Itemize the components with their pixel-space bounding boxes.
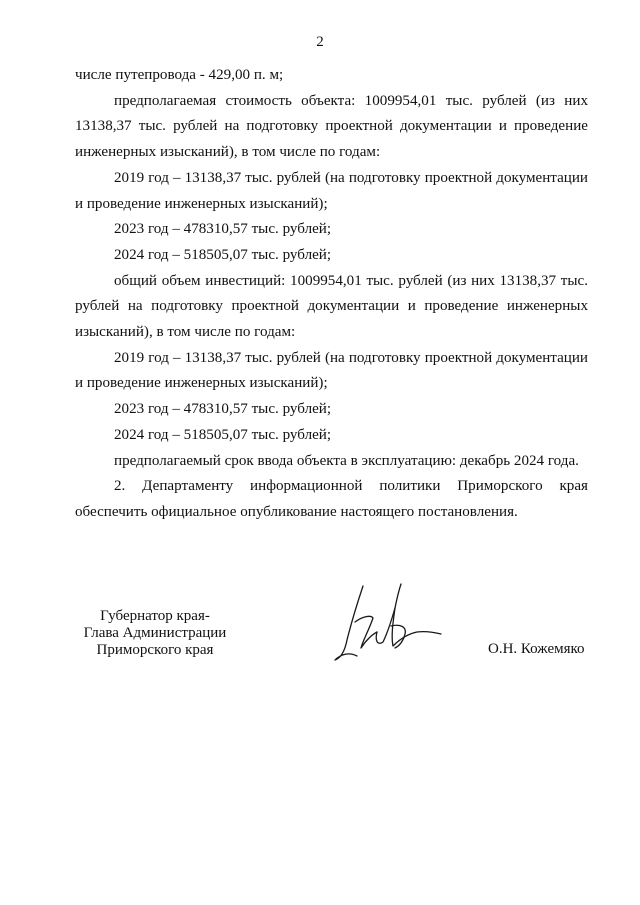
paragraph-3: 2019 год – 13138,37 тыс. рублей (на подготовку проектной документации и проведение инженерных изысканий); <box>75 169 588 212</box>
signatory-title-line-1: Губернатор края- <box>100 608 210 624</box>
paragraph-8: 2023 год – 478310,57 тыс. рублей; <box>114 401 332 418</box>
signer-name: О.Н. Кожемяко <box>488 641 585 657</box>
paragraph-2: предполагаемая стоимость объекта: 1009954,01 тыс. рублей (из них 13138,37 тыс. рублей на подготовку проектной документации и проведение инженерных изысканий), в том числе по годам: <box>75 92 588 161</box>
signatory-title-line-3: Приморского края <box>96 642 214 658</box>
paragraph-9: 2024 год – 518505,07 тыс. рублей; <box>114 426 332 443</box>
signatory-title <box>80 608 230 659</box>
handwritten-signature <box>333 582 445 664</box>
signatory-title-line-2: Глава Администрации <box>83 625 227 641</box>
paragraph-11: 2. Департаменту информационной политики Приморского края обеспечить официальное опубликование настоящего постановления. <box>75 478 588 520</box>
paragraph-7: 2019 год – 13138,37 тыс. рублей (на подготовку проектной документации и проведение инженерных изысканий); <box>75 349 588 392</box>
paragraph-5: 2024 год – 518505,07 тыс. рублей; <box>114 246 332 263</box>
page-number: 2 <box>316 34 324 50</box>
paragraph-1: числе путепровода - 429,00 п. м; <box>75 67 284 83</box>
paragraph-4: 2023 год – 478310,57 тыс. рублей; <box>114 221 332 238</box>
paragraph-6: общий объем инвестиций: 1009954,01 тыс. рублей (из них 13138,37 тыс. рублей на подготовку проектной документации и проведение инженерных изысканий), в том числе по годам: <box>75 272 588 341</box>
document-body <box>75 63 588 526</box>
paragraph-10: предполагаемый срок ввода объекта в эксплуатацию: декабрь 2024 года. <box>114 452 579 469</box>
